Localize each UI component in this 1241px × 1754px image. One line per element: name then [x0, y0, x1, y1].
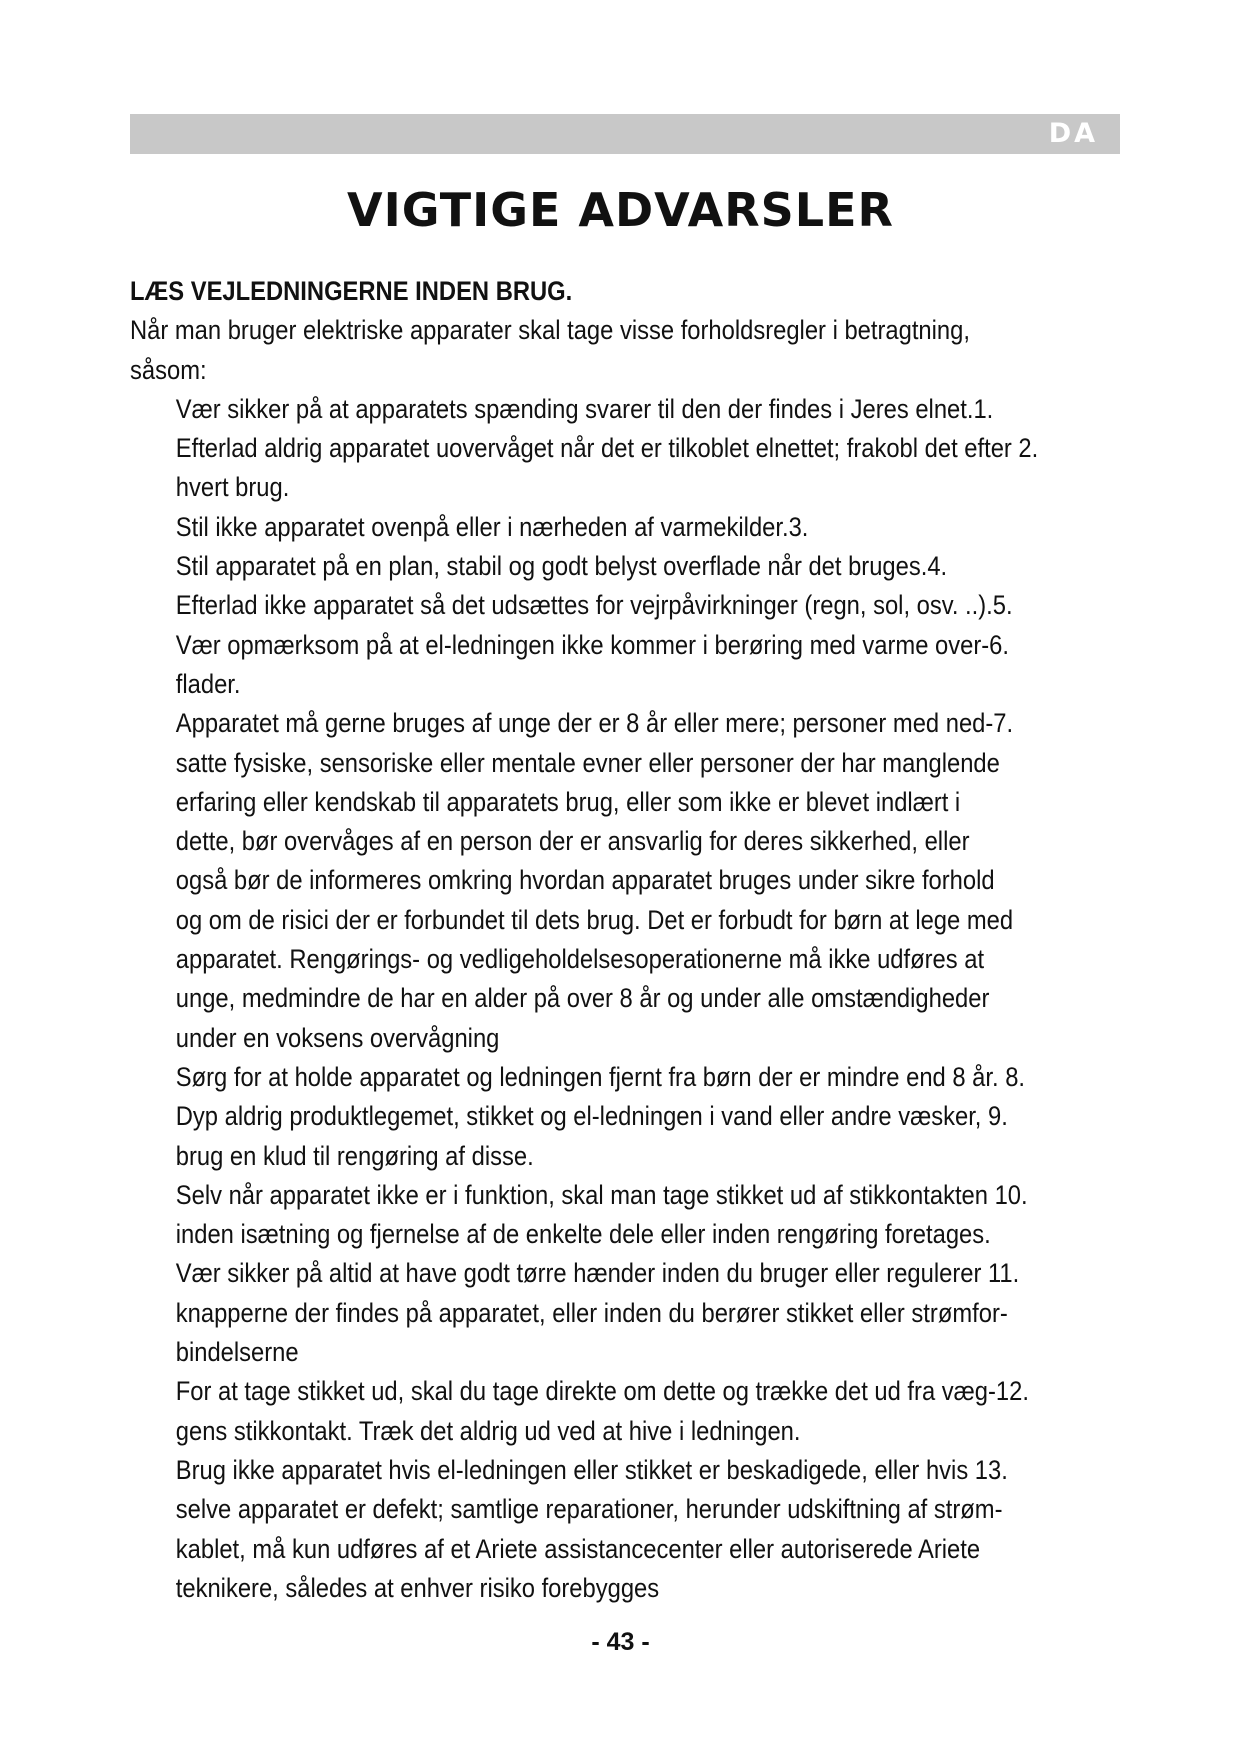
page-title: VIGTIGE ADVARSLER: [347, 183, 894, 237]
warning-line: flader.: [175, 668, 241, 699]
intro-line: såsom:: [130, 354, 207, 385]
document-body: [130, 272, 1076, 1608]
warning-line: knapperne der findes på apparatet, eller inden du berører stikket eller strømfor-: [175, 1297, 1008, 1328]
warning-line: under en voksens overvågning: [175, 1022, 500, 1053]
warning-line: apparatet. Rengørings- og vedligeholdelsesoperationerne må ikke udføres at: [175, 944, 985, 975]
subtitle: LÆS VEJLEDNINGERNE INDEN BRUG.: [130, 276, 573, 306]
intro-line: Når man bruger elektriske apparater skal tage visse forholdsregler i betragtning,: [130, 315, 970, 346]
page-number: - 43 -: [591, 1628, 650, 1656]
warning-line: erfaring eller kendskab til apparatets brug, eller som ikke er blevet indlært i: [175, 786, 961, 817]
warning-line: teknikere, således at enhver risiko forebygges: [175, 1572, 660, 1603]
warning-line: selve apparatet er defekt; samtlige reparationer, herunder udskiftning af strøm-: [175, 1494, 1003, 1525]
warning-line: kablet, må kun udføres af et Ariete assistancecenter eller autoriserede Ariete: [175, 1533, 981, 1564]
warning-line: unge, medmindre de har en alder på over 8 år og under alle omstændigheder: [175, 983, 990, 1014]
warning-line: gens stikkontakt. Træk det aldrig ud ved at hive i ledningen.: [175, 1415, 801, 1446]
language-bar: [130, 114, 1120, 154]
warning-line: Apparatet må gerne bruges af unge der er 8 år eller mere; personer med ned-7.: [175, 708, 1014, 739]
warning-line: Efterlad aldrig apparatet uovervåget når det er tilkoblet elnettet; frakobl det efter 2.: [175, 433, 1039, 464]
warning-line: dette, bør overvåges af en person der er ansvarlig for deres sikkerhed, eller: [175, 826, 970, 857]
warning-line: Selv når apparatet ikke er i funktion, skal man tage stikket ud af stikkontakten 10.: [175, 1179, 1028, 1210]
warning-line: Vær sikker på altid at have godt tørre hænder inden du bruger eller regulerer 11.: [175, 1258, 1020, 1289]
language-code: DA: [1048, 118, 1098, 149]
warning-line: brug en klud til rengøring af disse.: [175, 1140, 534, 1171]
warning-line: Vær sikker på at apparatets spænding svarer til den der findes i Jeres elnet.1.: [175, 393, 994, 424]
warning-list: [130, 390, 1076, 1608]
warning-line: Vær opmærksom på at el-ledningen ikke kommer i berøring med varme over-6.: [175, 629, 1009, 660]
warning-line: også bør de informeres omkring hvordan apparatet bruges under sikre forhold: [175, 865, 995, 896]
warning-line: For at tage stikket ud, skal du tage direkte om dette og trække det ud fra væg-12.: [175, 1376, 1029, 1407]
warning-line: og om de risici der er forbundet til dets brug. Det er forbudt for børn at lege med: [175, 904, 1014, 935]
warning-line: hvert brug.: [175, 472, 290, 503]
warning-line: inden isætning og fjernelse af de enkelte dele eller inden rengøring foretages.: [175, 1219, 991, 1250]
warning-line: bindelserne: [175, 1337, 299, 1368]
warning-line: Efterlad ikke apparatet så det udsættes for vejrpåvirkninger (regn, sol, osv. ..).5.: [175, 590, 1013, 621]
warning-line: satte fysiske, sensoriske eller mentale evner eller personer der har manglende: [175, 747, 1000, 778]
warning-line: Brug ikke apparatet hvis el-ledningen eller stikket er beskadigede, eller hvis 13.: [175, 1454, 1008, 1485]
warning-line: Dyp aldrig produktlegemet, stikket og el-ledningen i vand eller andre væsker, 9.: [175, 1101, 1008, 1132]
warning-line: Stil apparatet på en plan, stabil og godt belyst overflade når det bruges.4.: [175, 551, 948, 582]
warning-line: Stil ikke apparatet ovenpå eller i nærheden af varmekilder.3.: [175, 511, 809, 542]
warning-line: Sørg for at holde apparatet og ledningen fjernt fra børn der er mindre end 8 år. 8.: [175, 1061, 1026, 1092]
